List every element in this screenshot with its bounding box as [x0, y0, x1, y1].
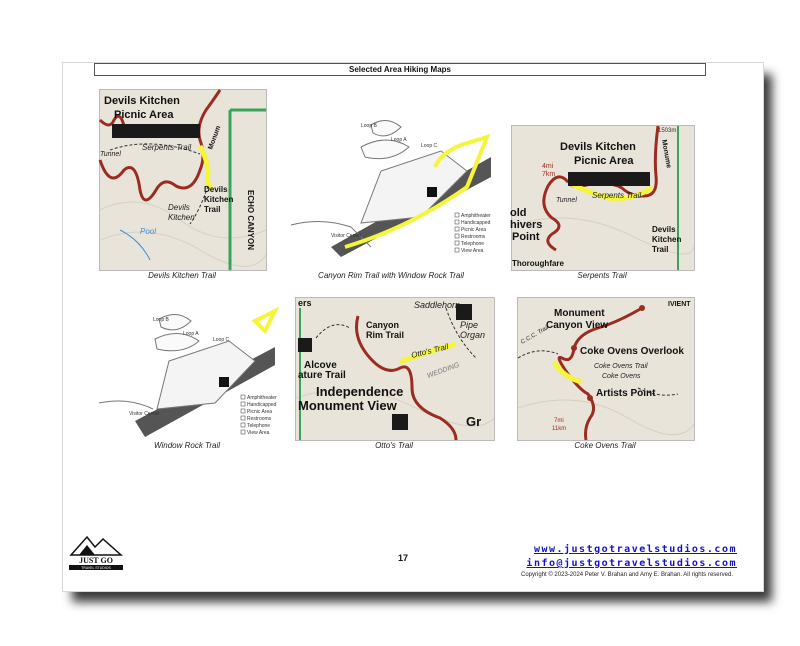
map3-label-serpents: Serpents Trail [592, 191, 642, 200]
map6-label-top: IVIENT [668, 301, 691, 308]
map1-label-area: Devils Kitchen [104, 95, 180, 107]
caption-canyon-rim-trail: Canyon Rim Trail with Window Rock Trail [318, 271, 464, 280]
map6-label-coke-trail: Coke Ovens Trail [594, 363, 648, 370]
map2-legend-0: Amphitheater [461, 213, 491, 219]
caption-window-rock-trail: Window Rock Trail [153, 441, 220, 450]
map5-label-gr: Gr [466, 414, 482, 429]
map6-label-ccc: C.C.C. Trail [520, 325, 550, 346]
map5-label-wedding: WEDDING [426, 361, 461, 380]
map2-label-loop-b: Loop B [361, 123, 377, 129]
map2-label-visitor: Visitor Center [331, 233, 362, 239]
map3-label-monument: Monume [660, 139, 672, 169]
map4-legend-5: View Area [247, 430, 270, 436]
section-header: Selected Area Hiking Maps [94, 63, 706, 76]
caption-coke-ovens-trail: Coke Ovens Trail [574, 441, 636, 450]
map2-legend-3: Restrooms [461, 234, 486, 240]
caption-devils-kitchen-trail: Devils Kitchen Trail [148, 271, 216, 280]
copyright: Copyright © 2023-2024 Peter V. Brahan and Amy E. Brahan. All rights reserved. [521, 572, 733, 578]
map6-label-monument: Monument [554, 308, 605, 319]
map1-label-trail: Devils [204, 185, 228, 194]
map5-label-ottos: Otto's Trail [410, 342, 450, 360]
map3-label-area: Devils Kitchen [560, 141, 636, 153]
map6-label-canyon-view: Canyon View [546, 320, 609, 331]
map4-label-loop-c: Loop C [213, 337, 230, 343]
map6-label-coke-overlook: Coke Ovens Overlook [580, 346, 684, 357]
map5-label-alcove: Alcove [304, 360, 337, 371]
map2-legend-1: Handicapped [461, 220, 491, 226]
map4-label-loop-a: Loop A [183, 331, 199, 337]
map1-label-monument: Monum [207, 124, 223, 151]
map1-label-pool: Pool [140, 227, 157, 236]
logo-text: JUST GO [79, 556, 113, 565]
map1-label-serpents: Serpents Trail [142, 143, 192, 152]
map5-label-saddle: Saddlehorn [414, 300, 461, 310]
map4-label-loop-b: Loop B [153, 317, 169, 323]
page-number: 17 [397, 553, 408, 563]
map6-label-artists: Artists Point [596, 388, 656, 399]
map2-legend-4: Telephone [461, 241, 485, 247]
map4-legend-4: Telephone [247, 423, 271, 429]
map3-label-dist2: 7km [542, 171, 556, 178]
map3-label-tunnel: Tunnel [556, 197, 577, 204]
map5-label-monview: Monument View [298, 398, 397, 413]
map3-label-point: Point [512, 231, 540, 243]
map5-label-nature: ature Trail [298, 370, 346, 381]
map3-label-trail: Trail [652, 245, 669, 254]
map5-label-ers: ers [298, 298, 312, 308]
map5-label-indep: Independence [316, 384, 404, 399]
map3-label-dist1: 4mi [542, 163, 554, 170]
map1-label-tunnel: Tunnel [100, 151, 121, 158]
map3-label-old: old [510, 207, 527, 219]
map3-label-shivers: hivers [510, 219, 543, 231]
map1-label-devils: Devils [168, 203, 190, 212]
map6-label-dist2: 11km [552, 426, 567, 432]
map1-label-trail2: Kitchen [204, 195, 234, 204]
map-canyon-rim-trail [291, 97, 491, 257]
caption-ottos-trail: Otto's Trail [375, 441, 413, 450]
just-go-logo [65, 529, 127, 571]
map1-label-trail3: Trail [204, 205, 221, 214]
map6-label-dist1: 7mi [554, 418, 564, 424]
map-devils-kitchen-trail [99, 89, 267, 271]
map-serpents-trail [511, 125, 695, 271]
map6-label-coke-ovens: Coke Ovens [602, 373, 641, 380]
map5-label-organ: Organ [460, 330, 486, 340]
map4-legend-0: Amphitheater [247, 395, 277, 401]
map5-label-pipe: Pipe [460, 320, 479, 330]
map1-label-canyon: ECHO CANYON [246, 190, 255, 251]
map3-label-kitchen: Kitchen [652, 235, 682, 244]
map2-label-loop-c: Loop C [421, 143, 438, 149]
map2-legend-5: View Area [461, 248, 484, 254]
map4-legend-1: Handicapped [247, 402, 277, 408]
map4-label-visitor: Visitor Center [129, 411, 160, 417]
map4-legend-3: Restrooms [247, 416, 272, 422]
map5-label-canyon-rim2: Rim Trail [366, 330, 405, 340]
map3-label-devils: Devils [652, 225, 676, 234]
map-ottos-trail [295, 297, 495, 441]
email-link[interactable]: info@justgotravelstudios.com [526, 558, 737, 569]
map1-label-kitchen: Kitchen [168, 213, 195, 222]
map3-label-elev: 1503m [658, 128, 677, 134]
map4-legend-2: Picnic Area [247, 409, 273, 415]
caption-serpents-trail: Serpents Trail [577, 271, 627, 280]
website-link[interactable]: www.justgotravelstudios.com [533, 544, 737, 555]
map3-label-thorough: Thoroughfare [512, 259, 564, 268]
logo-subtext: TRAVEL STUDIOS [81, 566, 111, 570]
map5-label-canyon-rim: Canyon [366, 320, 400, 330]
map1-label-area2: Picnic Area [114, 109, 174, 121]
map3-label-area2: Picnic Area [574, 155, 634, 167]
map2-label-loop-a: Loop A [391, 137, 407, 143]
page [62, 62, 764, 592]
map2-legend-2: Picnic Area [461, 227, 487, 233]
map-coke-ovens-trail [517, 297, 695, 441]
map-window-rock-trail [99, 291, 275, 439]
